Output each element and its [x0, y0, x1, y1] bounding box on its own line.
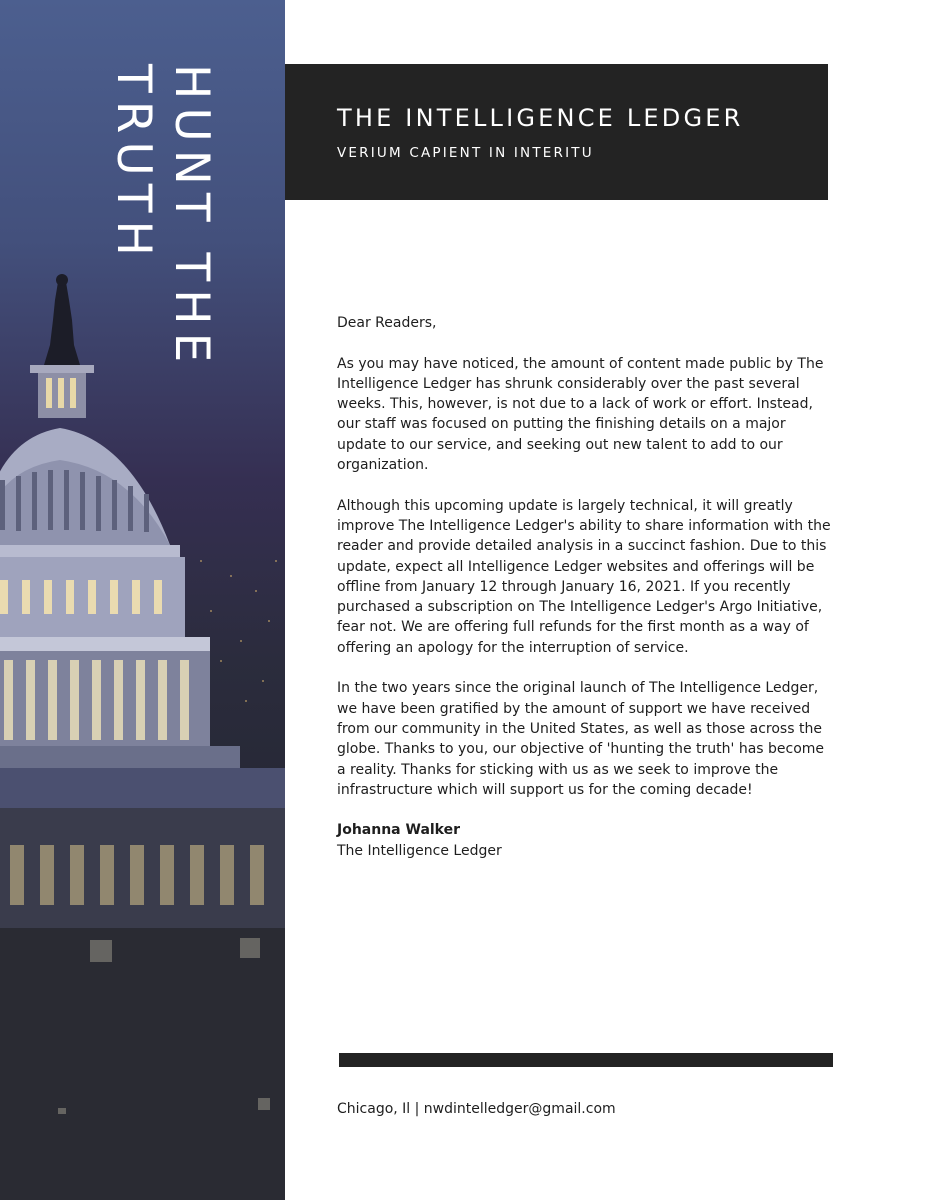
- side-title-line-2: TRUTH: [106, 64, 161, 264]
- footer-contact: Chicago, Il | nwdintelledger@gmail.com: [337, 1101, 616, 1117]
- letter-paragraph: In the two years since the original launch of The Intelligence Ledger, we have been gratified by the amount of support we have received from our community in the United States, as well as those across the globe. Thanks to you, our objective of 'hunting the truth' has become a reality. Thanks for sticking with us as we seek to improve the infrastructure which will support us for the coming decade!: [337, 680, 825, 798]
- side-panel-title: [104, 64, 220, 370]
- publication-tagline: VERIUM CAPIENT IN INTERITU: [337, 145, 594, 161]
- footer-divider: [339, 1053, 833, 1067]
- letter-salutation: Dear Readers,: [337, 315, 437, 331]
- signature-organization: The Intelligence Ledger: [337, 842, 502, 859]
- letterhead-banner: [285, 64, 828, 200]
- letter-body: [337, 313, 837, 861]
- letter-paragraph: As you may have noticed, the amount of content made public by The Intelligence Ledger has shrunk considerably over the past several weeks. This, however, is not due to a lack of work or effort. Instead, our staff was focused on putting the finishing details on a major update to our service, and seeking out new talent to add to our organization.: [337, 355, 824, 474]
- signature-name: Johanna Walker: [337, 822, 461, 839]
- capitol-photo-panel: [0, 0, 285, 1200]
- side-title-line-1: HUNT THE: [164, 64, 219, 371]
- publication-title: THE INTELLIGENCE LEDGER: [337, 104, 744, 132]
- letter-paragraph: Although this upcoming update is largely technical, it will greatly improve The Intelligence Ledger's ability to share information with the reader and provide detailed analysis in a succinct fashion. Due to this update, expect all Intelligence Ledger websites and offerings will be offline from January 12 through January 16, 2021. If you recently purchased a subscription on The Intelligence Ledger's Argo Initiative, fear not. We are offering full refunds for the first month as a way of offering an apology for the interruption of service.: [337, 497, 831, 656]
